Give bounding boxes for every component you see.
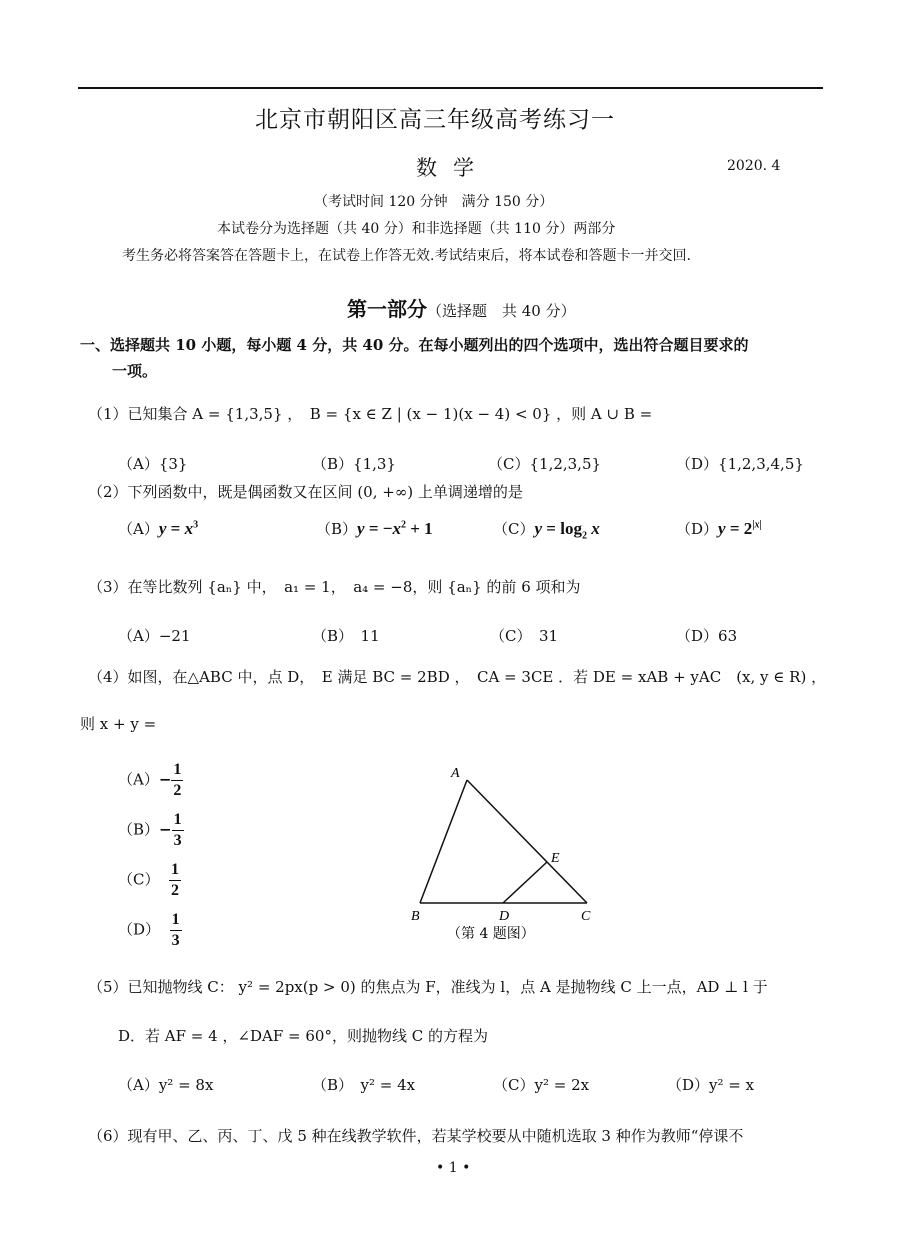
q4-stem-line2: 则 x + y = (80, 715, 157, 733)
q5-stem-line2: D．若 AF = 4 ，∠DAF = 60°，则抛物线 C 的方程为 (118, 1027, 488, 1045)
q2-option-c-formula: $y = \log_2 x$ (534, 519, 600, 542)
q2-option-d (676, 518, 762, 539)
q2-option-a (118, 518, 198, 539)
exam-composition: 本试卷分为选择题（共 40 分）和非选择题（共 110 分）两部分 (217, 221, 616, 237)
segment-de (503, 862, 547, 903)
q4-option-c-label: （C） (118, 870, 160, 889)
q3-option-a: （A）−21 (118, 627, 191, 645)
q2-option-d-formula: $y = 2^{|x|}$ (718, 519, 762, 538)
part1-heading (347, 293, 576, 322)
label-e: E (551, 851, 560, 866)
q2-option-c-label: （C） (493, 520, 535, 538)
side-ab (420, 780, 467, 903)
label-c: C (581, 909, 591, 924)
label-d: D (499, 909, 510, 924)
q5-option-c: （C）y² = 2x (493, 1076, 590, 1094)
page-number: • 1 • (436, 1160, 471, 1176)
exam-title: 北京市朝阳区高三年级高考练习一 (255, 107, 615, 133)
exam-date: 2020. 4 (727, 158, 781, 174)
q2-option-a-label: （A） (118, 520, 159, 538)
part1-title: 第一部分 (347, 297, 427, 321)
q4-option-a: （A）− $\frac{1}{2}$ (118, 761, 182, 799)
q1-option-d: （D）{1,2,3,4,5} (676, 455, 804, 473)
label-b: B (411, 909, 420, 924)
q3-option-c: （C） 31 (490, 627, 559, 645)
label-a: A (451, 766, 460, 781)
q2-option-b-formula: $y = -x^2 + 1$ (357, 519, 433, 538)
q3-option-b: （B） 11 (312, 627, 380, 645)
q4-option-d-label: （D） (118, 920, 161, 939)
q4-option-d: （D） $\frac{1}{3}$ (118, 911, 180, 949)
q4-option-c: （C） $\frac{1}{2}$ (118, 861, 180, 899)
q2-option-c (493, 518, 600, 541)
q4-option-b: （B）− $\frac{1}{3}$ (118, 811, 182, 849)
q1-option-a: （A）{3} (118, 455, 188, 473)
q2-option-d-label: （D） (676, 520, 719, 538)
q4-option-b-label: （B） (118, 820, 160, 839)
q2-stem: （2）下列函数中，既是偶函数又在区间 (0, +∞) 上单调递增的是 (88, 483, 523, 501)
exam-info: （考试时间 120 分钟 满分 150 分） (314, 194, 554, 210)
q2-option-a-formula: $y = x^3$ (158, 519, 199, 538)
section-heading-line2: 一项。 (112, 362, 158, 380)
part1-note: （选择题 共 40 分） (427, 302, 576, 320)
q1-option-c: （C）{1,2,3,5} (488, 455, 602, 473)
q3-stem: （3）在等比数列 {aₙ} 中， a₁ = 1， a₄ = −8，则 {aₙ} 的前 6 项和为 (88, 578, 581, 596)
q2-option-b-label: （B） (316, 520, 358, 538)
side-ac (467, 780, 587, 903)
q5-stem-line1: （5）已知抛物线 C： y² = 2px(p > 0) 的焦点为 F，准线为 l，点 A 是抛物线 C 上一点，AD ⊥ l 于 (88, 978, 768, 996)
q5-option-a: （A）y² = 8x (118, 1076, 214, 1094)
subject-title: 数学 (416, 156, 490, 180)
triangle-figure (395, 755, 615, 950)
top-rule (78, 87, 823, 89)
exam-instructions: 考生务必将答案答在答题卡上，在试卷上作答无效.考试结束后，将本试卷和答题卡一并交回. (122, 248, 691, 264)
section-heading-line1: 一、选择题共 10 小题，每小题 4 分，共 40 分。在每小题列出的四个选项中，选出符合题目要求的 (80, 336, 749, 354)
q1-stem: （1）已知集合 A = {1,3,5} ， B = {x ∈ Z | (x − 1)(x − 4) < 0} ，则 A ∪ B = (88, 405, 653, 423)
q4-stem-line1: （4）如图，在△ABC 中，点 D， E 满足 BC = 2BD ， CA = 3CE ．若 DE = xAB + yAC (x, y ∈ R) ， (88, 668, 827, 686)
q5-option-d: （D）y² = x (667, 1076, 755, 1094)
q6-stem: （6）现有甲、乙、丙、丁、戊 5 种在线教学软件，若某学校要从中随机选取 3 种作为教师“停课不 (88, 1127, 744, 1145)
q2-option-b (316, 518, 433, 539)
q3-option-d: （D）63 (676, 627, 738, 645)
q5-option-b: （B） y² = 4x (312, 1076, 416, 1094)
q1-option-b: （B）{1,3} (312, 455, 396, 473)
q4-option-a-label: （A） (118, 770, 159, 789)
figure-caption: （第 4 题图） (447, 926, 535, 942)
